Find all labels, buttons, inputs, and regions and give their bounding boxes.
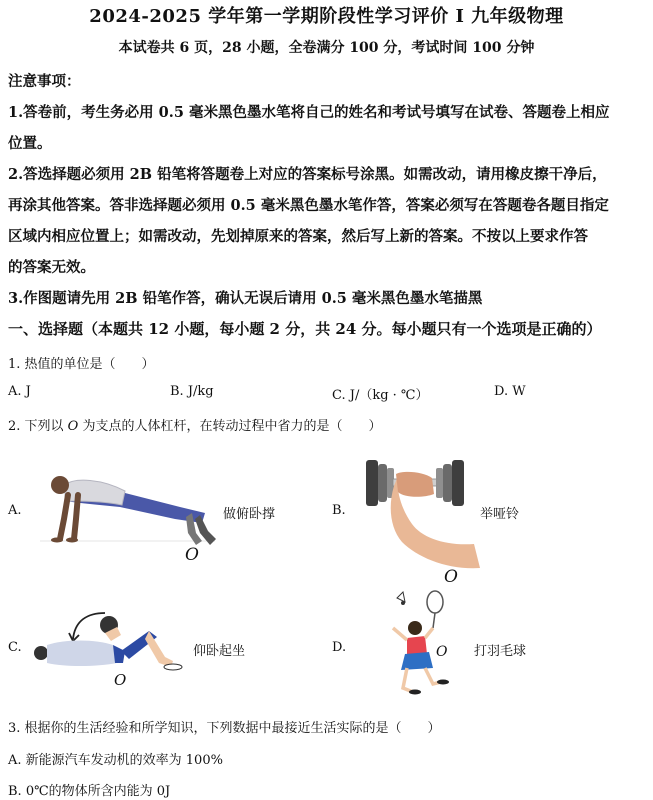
option-c-caption: 仰卧起坐 [193, 644, 246, 659]
question-1-stem: 1. 热值的单位是（ ） [8, 357, 155, 372]
option-c-pivot-label: O [114, 671, 127, 689]
badminton-figure [385, 588, 470, 700]
option-d-pivot-label: O [436, 644, 448, 660]
notice-item-2-line-3: 区域内相应位置上；如需改动，先划掉原来的答案，然后写上新的答案。不按以上要求作答 [8, 228, 588, 245]
question-1-option-b: B. J/kg [170, 384, 214, 399]
option-d-letter: D. [332, 640, 347, 655]
question-3-stem: 3. 根据你的生活经验和所学知识，下列数据中最接近生活实际的是（ ） [8, 721, 441, 736]
option-a-caption: 做俯卧撑 [223, 507, 276, 522]
notice-item-1-line-1: 1.答卷前，考生务必用 0.5 毫米黑色墨水笔将自己的姓名和考试号填写在试卷、答题卷上相应 [8, 104, 610, 121]
notice-item-3: 3.作图题请先用 2B 铅笔作答，确认无误后请用 0.5 毫米黑色墨水笔描黑 [8, 290, 483, 307]
option-b-caption: 举哑铃 [480, 507, 520, 522]
notice-item-2-line-1: 2.答选择题必须用 2B 铅笔将答题卷上对应的答案标号涂黑。如需改动，请用橡皮擦干净后， [8, 166, 607, 183]
option-b-pivot-label: O [444, 567, 458, 587]
exam-title: 2024-2025 学年第一学期阶段性学习评价 I 九年级物理 [89, 6, 564, 27]
option-b-letter: B. [332, 503, 346, 518]
option-a-pivot-label: O [185, 545, 199, 565]
question-1-option-d: D. W [494, 384, 526, 399]
question-2-stem-pivot: O [67, 419, 79, 434]
question-2-stem-suffix: 为支点的人体杠杆，在转动过程中省力的是（ ） [78, 419, 382, 434]
question-3-option-b: B. 0℃的物体所含内能为 0J [8, 784, 171, 799]
notice-item-2-line-4: 的答案无效。 [8, 259, 95, 276]
situp-figure [25, 605, 190, 680]
question-3-option-a: A. 新能源汽车发动机的效率为 100% [8, 753, 223, 768]
dumbbell-figure [360, 450, 485, 570]
notice-heading: 注意事项： [8, 73, 81, 90]
notice-item-2-line-2: 再涂其他答案。答非选择题必须用 0.5 毫米黑色墨水笔作答，答案必须写在答题卷各题目指定 [8, 197, 609, 214]
option-c-letter: C. [8, 640, 22, 655]
question-2-stem [8, 415, 381, 434]
question-1-option-a: A. J [8, 384, 31, 399]
exam-subtitle: 本试卷共 6 页，28 小题，全卷满分 100 分，考试时间 100 分钟 [118, 40, 535, 56]
section-1-heading: 一、选择题（本题共 12 小题，每小题 2 分，共 24 分。每小题只有一个选项是正确的） [8, 320, 602, 338]
question-1-option-c: C. J/（kg · ℃） [332, 388, 429, 403]
option-d-caption: 打羽毛球 [474, 644, 527, 659]
question-2-stem-prefix: 2. 下列以 [8, 419, 68, 434]
notice-item-1-line-2: 位置。 [8, 135, 52, 152]
option-a-letter: A. [8, 503, 22, 518]
